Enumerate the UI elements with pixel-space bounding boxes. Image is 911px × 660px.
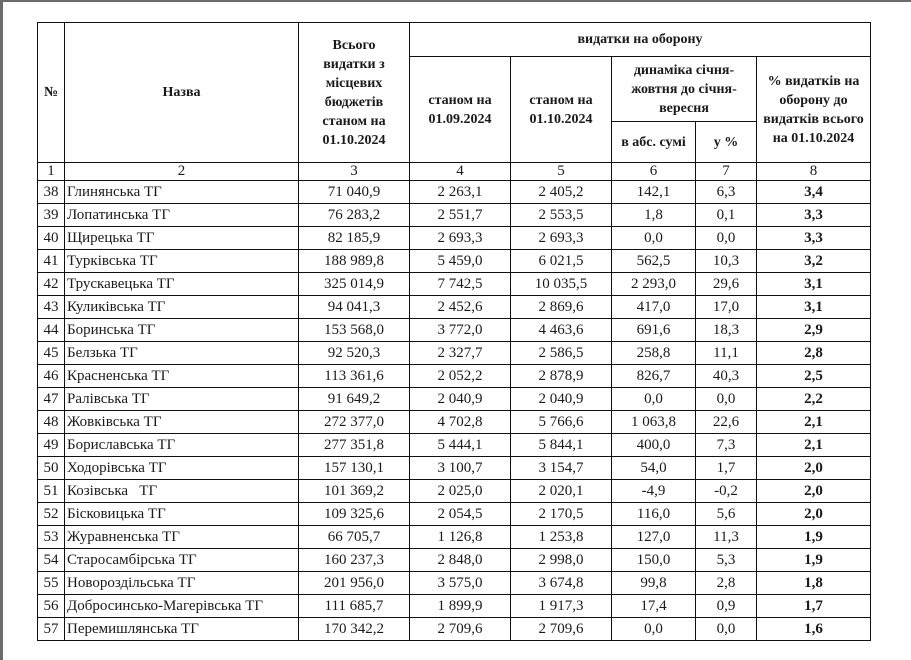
header-total-expenditure: Всього видатки з місцевих бюджетів станом на 01.10.2024: [299, 23, 410, 163]
total-expenditure: 153 568,0: [299, 319, 410, 342]
column-number: 3: [299, 163, 410, 181]
dynamics-percent: 11,3: [696, 526, 757, 549]
total-expenditure: 109 325,6: [299, 503, 410, 526]
dynamics-abs: 116,0: [612, 503, 696, 526]
total-expenditure: 91 649,2: [299, 388, 410, 411]
header-as-of-0109: станом на 01.09.2024: [410, 57, 511, 163]
defense-0109: 5 459,0: [410, 250, 511, 273]
dynamics-percent: 0,0: [696, 227, 757, 250]
community-name: Глинянська ТГ: [65, 181, 299, 204]
defense-0109: 7 742,5: [410, 273, 511, 296]
defense-share: 2,0: [757, 480, 871, 503]
total-expenditure: 325 014,9: [299, 273, 410, 296]
defense-0109: 2 452,6: [410, 296, 511, 319]
defense-share: 2,8: [757, 342, 871, 365]
defense-share: 2,5: [757, 365, 871, 388]
community-name: Журавненська ТГ: [65, 526, 299, 549]
defense-0110: 3 674,8: [511, 572, 612, 595]
defense-spending-table: [37, 22, 871, 641]
table-row: [38, 595, 871, 618]
defense-0109: 2 693,3: [410, 227, 511, 250]
community-name: Белзька ТГ: [65, 342, 299, 365]
row-number: 42: [38, 273, 65, 296]
total-expenditure: 92 520,3: [299, 342, 410, 365]
defense-0110: 5 766,6: [511, 411, 612, 434]
dynamics-percent: 29,6: [696, 273, 757, 296]
row-number: 51: [38, 480, 65, 503]
total-expenditure: 113 361,6: [299, 365, 410, 388]
table-row: [38, 319, 871, 342]
row-number: 53: [38, 526, 65, 549]
dynamics-abs: -4,9: [612, 480, 696, 503]
column-number: 4: [410, 163, 511, 181]
table-row: [38, 296, 871, 319]
row-number: 47: [38, 388, 65, 411]
row-number: 39: [38, 204, 65, 227]
defense-share: 3,3: [757, 227, 871, 250]
table-row: [38, 388, 871, 411]
community-name: Жовківська ТГ: [65, 411, 299, 434]
row-number: 38: [38, 181, 65, 204]
dynamics-abs: 142,1: [612, 181, 696, 204]
defense-0110: 2 586,5: [511, 342, 612, 365]
defense-0109: 3 575,0: [410, 572, 511, 595]
dynamics-percent: 40,3: [696, 365, 757, 388]
column-number: 5: [511, 163, 612, 181]
row-number: 41: [38, 250, 65, 273]
defense-0110: 4 463,6: [511, 319, 612, 342]
table-row: [38, 526, 871, 549]
defense-0110: 2 405,2: [511, 181, 612, 204]
row-number: 57: [38, 618, 65, 641]
viewer-top-border: [0, 0, 911, 2]
dynamics-percent: 5,6: [696, 503, 757, 526]
column-number: 2: [65, 163, 299, 181]
dynamics-percent: 1,7: [696, 457, 757, 480]
defense-0110: 1 253,8: [511, 526, 612, 549]
viewer-left-border: [0, 0, 3, 660]
table-row: [38, 503, 871, 526]
defense-0110: 2 553,5: [511, 204, 612, 227]
table-row: [38, 480, 871, 503]
total-expenditure: 111 685,7: [299, 595, 410, 618]
defense-0109: 2 040,9: [410, 388, 511, 411]
table-row: [38, 549, 871, 572]
defense-0109: 2 709,6: [410, 618, 511, 641]
defense-0110: 2 869,6: [511, 296, 612, 319]
column-number: 7: [696, 163, 757, 181]
dynamics-percent: -0,2: [696, 480, 757, 503]
defense-share: 3,1: [757, 296, 871, 319]
dynamics-percent: 2,8: [696, 572, 757, 595]
defense-0110: 2 040,9: [511, 388, 612, 411]
dynamics-abs: 150,0: [612, 549, 696, 572]
community-name: Добросинсько-Магерівська ТГ: [65, 595, 299, 618]
header-dynamics: динаміка січня-жовтня до січня-вересня: [612, 57, 757, 122]
defense-0109: 2 263,1: [410, 181, 511, 204]
defense-share: 2,0: [757, 503, 871, 526]
defense-0110: 2 709,6: [511, 618, 612, 641]
table-row: [38, 342, 871, 365]
dynamics-abs: 0,0: [612, 388, 696, 411]
total-expenditure: 71 040,9: [299, 181, 410, 204]
community-name: Бориславська ТГ: [65, 434, 299, 457]
row-number: 50: [38, 457, 65, 480]
header-name: Назва: [65, 23, 299, 163]
community-name: Старосамбірська ТГ: [65, 549, 299, 572]
dynamics-abs: 562,5: [612, 250, 696, 273]
total-expenditure: 160 237,3: [299, 549, 410, 572]
defense-share: 1,6: [757, 618, 871, 641]
defense-0109: 5 444,1: [410, 434, 511, 457]
community-name: Трускавецька ТГ: [65, 273, 299, 296]
dynamics-percent: 18,3: [696, 319, 757, 342]
dynamics-abs: 17,4: [612, 595, 696, 618]
defense-0110: 5 844,1: [511, 434, 612, 457]
defense-0109: 3 100,7: [410, 457, 511, 480]
total-expenditure: 76 283,2: [299, 204, 410, 227]
community-name: Щирецька ТГ: [65, 227, 299, 250]
defense-0110: 6 021,5: [511, 250, 612, 273]
total-expenditure: 201 956,0: [299, 572, 410, 595]
row-number: 43: [38, 296, 65, 319]
dynamics-abs: 54,0: [612, 457, 696, 480]
dynamics-percent: 5,3: [696, 549, 757, 572]
community-name: Новороздільська ТГ: [65, 572, 299, 595]
community-name: Ходорівська ТГ: [65, 457, 299, 480]
table-row: [38, 181, 871, 204]
column-number: 8: [757, 163, 871, 181]
dynamics-abs: 400,0: [612, 434, 696, 457]
total-expenditure: 66 705,7: [299, 526, 410, 549]
row-number: 54: [38, 549, 65, 572]
dynamics-percent: 22,6: [696, 411, 757, 434]
defense-share: 2,2: [757, 388, 871, 411]
defense-share: 2,1: [757, 411, 871, 434]
defense-0109: 2 052,2: [410, 365, 511, 388]
defense-0110: 3 154,7: [511, 457, 612, 480]
total-expenditure: 101 369,2: [299, 480, 410, 503]
community-name: Перемишлянська ТГ: [65, 618, 299, 641]
total-expenditure: 94 041,3: [299, 296, 410, 319]
total-expenditure: 157 130,1: [299, 457, 410, 480]
defense-share: 3,4: [757, 181, 871, 204]
header-no: №: [38, 23, 65, 163]
community-name: Боринська ТГ: [65, 319, 299, 342]
total-expenditure: 277 351,8: [299, 434, 410, 457]
row-number: 46: [38, 365, 65, 388]
dynamics-abs: 2 293,0: [612, 273, 696, 296]
table-row: [38, 273, 871, 296]
row-number: 45: [38, 342, 65, 365]
defense-share: 1,9: [757, 549, 871, 572]
table-row: [38, 227, 871, 250]
row-number: 52: [38, 503, 65, 526]
dynamics-abs: 99,8: [612, 572, 696, 595]
defense-share: 3,2: [757, 250, 871, 273]
dynamics-percent: 10,3: [696, 250, 757, 273]
community-name: Бісковицька ТГ: [65, 503, 299, 526]
dynamics-percent: 0,1: [696, 204, 757, 227]
community-name: Куликівська ТГ: [65, 296, 299, 319]
total-expenditure: 188 989,8: [299, 250, 410, 273]
row-number: 44: [38, 319, 65, 342]
table-row: [38, 411, 871, 434]
dynamics-percent: 0,0: [696, 388, 757, 411]
table-row: [38, 572, 871, 595]
defense-0109: 1 126,8: [410, 526, 511, 549]
defense-0109: 2 054,5: [410, 503, 511, 526]
defense-share: 1,8: [757, 572, 871, 595]
column-number: 1: [38, 163, 65, 181]
defense-0110: 2 170,5: [511, 503, 612, 526]
defense-share: 3,1: [757, 273, 871, 296]
dynamics-abs: 417,0: [612, 296, 696, 319]
defense-share: 1,9: [757, 526, 871, 549]
dynamics-abs: 127,0: [612, 526, 696, 549]
defense-0110: 2 693,3: [511, 227, 612, 250]
dynamics-percent: 11,1: [696, 342, 757, 365]
dynamics-percent: 0,9: [696, 595, 757, 618]
defense-0110: 2 878,9: [511, 365, 612, 388]
dynamics-abs: 1 063,8: [612, 411, 696, 434]
community-name: Красненська ТГ: [65, 365, 299, 388]
community-name: Лопатинська ТГ: [65, 204, 299, 227]
table-row: [38, 365, 871, 388]
row-number: 49: [38, 434, 65, 457]
table-row: [38, 204, 871, 227]
defense-share: 1,7: [757, 595, 871, 618]
defense-0109: 3 772,0: [410, 319, 511, 342]
header-percent: у %: [696, 122, 757, 163]
total-expenditure: 272 377,0: [299, 411, 410, 434]
community-name: Козівська ТГ: [65, 480, 299, 503]
total-expenditure: 170 342,2: [299, 618, 410, 641]
row-number: 40: [38, 227, 65, 250]
defense-share: 2,1: [757, 434, 871, 457]
header-defense-share: % видатків на оборону до видатків всього на 01.10.2024: [757, 57, 871, 163]
defense-share: 2,0: [757, 457, 871, 480]
table-row: [38, 434, 871, 457]
community-name: Турківська ТГ: [65, 250, 299, 273]
row-number: 48: [38, 411, 65, 434]
header-abs-sum: в абс. сумі: [612, 122, 696, 163]
defense-0109: 2 848,0: [410, 549, 511, 572]
row-number: 56: [38, 595, 65, 618]
dynamics-abs: 826,7: [612, 365, 696, 388]
dynamics-percent: 0,0: [696, 618, 757, 641]
table-row: [38, 618, 871, 641]
row-number: 55: [38, 572, 65, 595]
dynamics-percent: 17,0: [696, 296, 757, 319]
dynamics-percent: 6,3: [696, 181, 757, 204]
column-number-row: [38, 163, 871, 181]
dynamics-abs: 0,0: [612, 227, 696, 250]
header-defense-expenditure: видатки на оборону: [410, 23, 871, 57]
dynamics-abs: 1,8: [612, 204, 696, 227]
defense-0110: 1 917,3: [511, 595, 612, 618]
defense-0109: 2 327,7: [410, 342, 511, 365]
table-row: [38, 457, 871, 480]
header-as-of-0110: станом на 01.10.2024: [511, 57, 612, 163]
dynamics-abs: 258,8: [612, 342, 696, 365]
dynamics-abs: 0,0: [612, 618, 696, 641]
defense-share: 2,9: [757, 319, 871, 342]
defense-0109: 1 899,9: [410, 595, 511, 618]
community-name: Ралівська ТГ: [65, 388, 299, 411]
table-row: [38, 250, 871, 273]
total-expenditure: 82 185,9: [299, 227, 410, 250]
defense-share: 3,3: [757, 204, 871, 227]
dynamics-abs: 691,6: [612, 319, 696, 342]
defense-0109: 2 025,0: [410, 480, 511, 503]
defense-0110: 2 998,0: [511, 549, 612, 572]
defense-0110: 10 035,5: [511, 273, 612, 296]
column-number: 6: [612, 163, 696, 181]
defense-0109: 4 702,8: [410, 411, 511, 434]
dynamics-percent: 7,3: [696, 434, 757, 457]
defense-0109: 2 551,7: [410, 204, 511, 227]
defense-0110: 2 020,1: [511, 480, 612, 503]
